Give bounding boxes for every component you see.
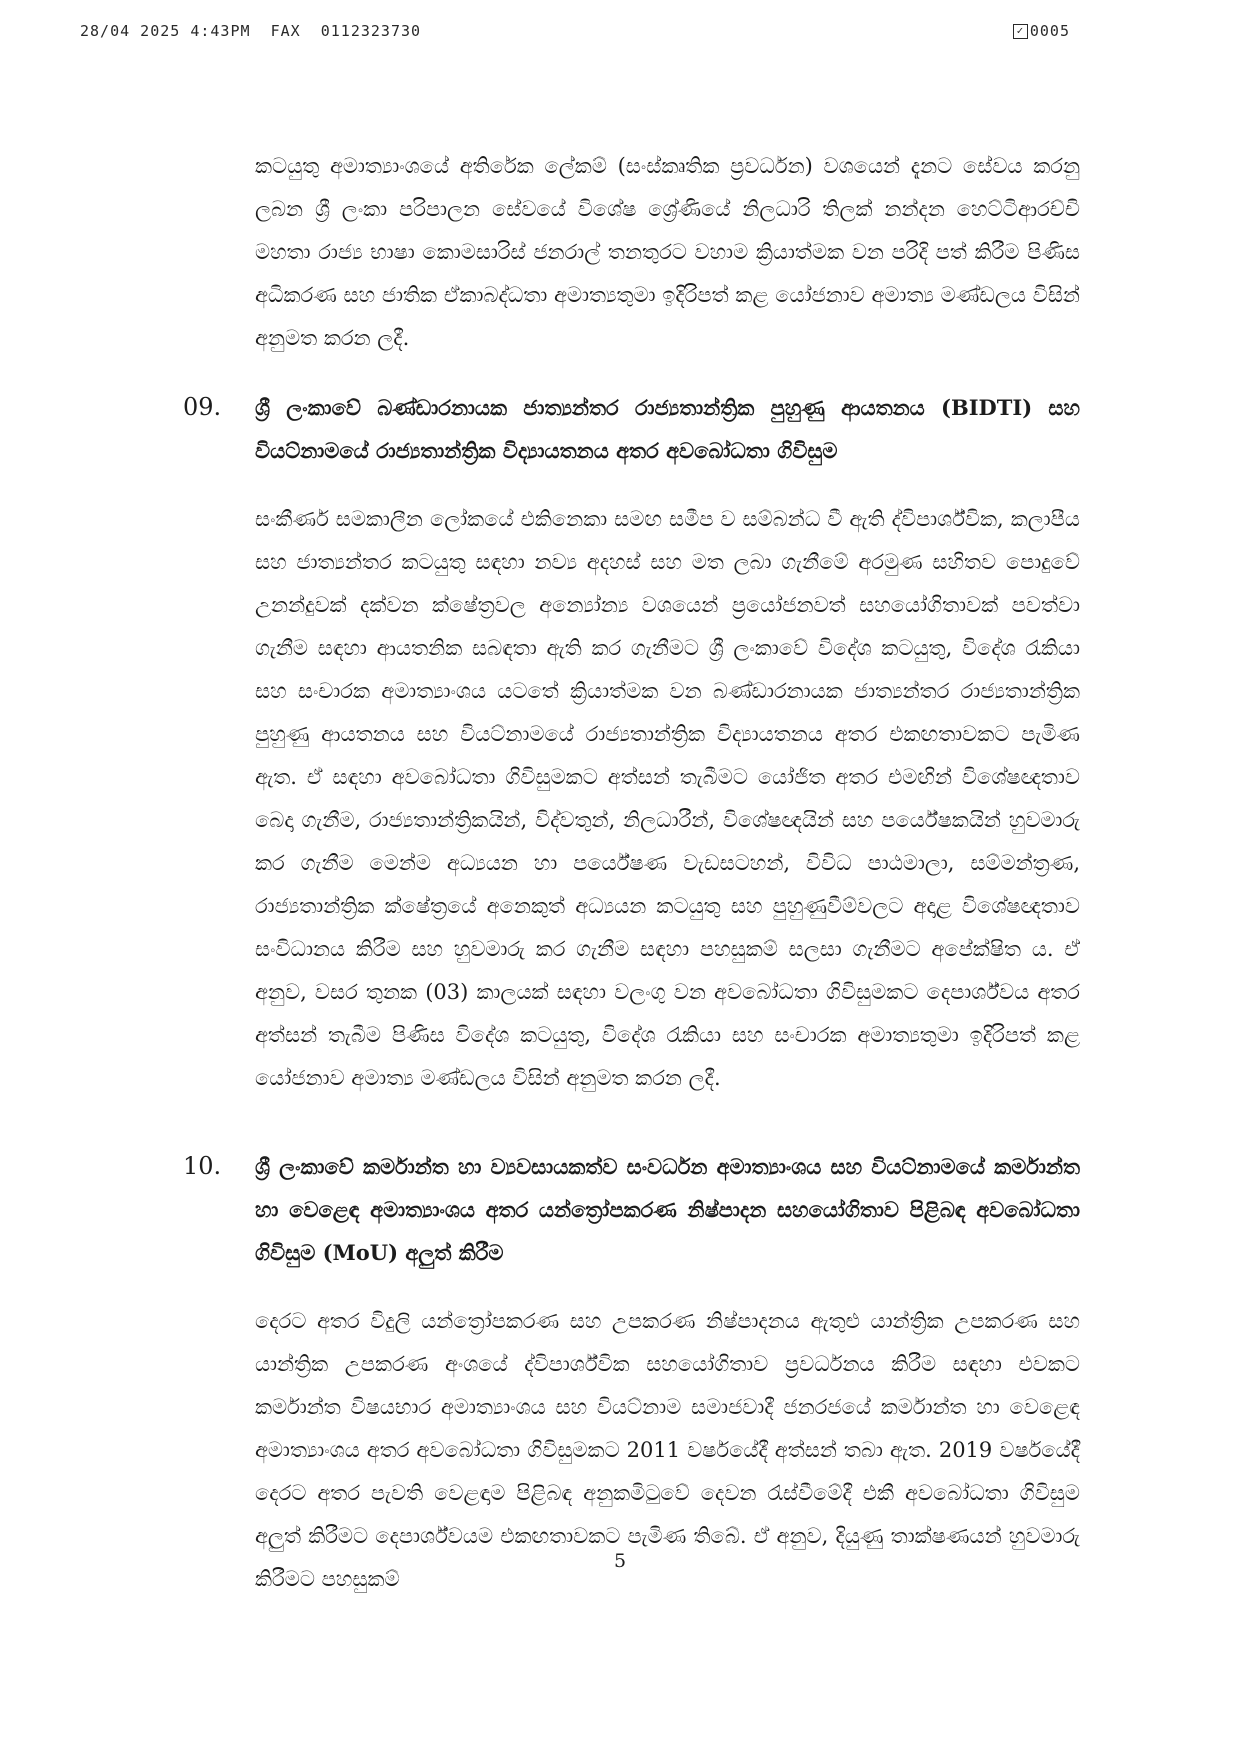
section-10-body: දෙරට අතර විදුලි යන්ත්‍රෝපකරණ සහ උපකරණ නිෂ්පාදනය ඇතුළු යාන්ත්‍රික උපකරණ සහ යාන්ත්‍රික උපකරණ අංශයේ ද්විපාර්ශ්වික සහයෝගිතාව ප්‍රවර්ධනය කිරීම සඳහා එවකට කර්මාන්ත විෂයභාර අමාත්‍යාංශය සහ වියට්නාම සමාජවාදී ජනරජයේ කර්මාන්ත හා වෙළෙඳ අමාත්‍යාංශය අතර අවබෝධතා ගිවිසුමකට 2011 වර්ෂයේදී අත්සන් තබා ඇත. 2019 වර්ෂයේදී දෙරට අතර පැවති වෙළඳාම පිළිබඳ අනුකමිටුවේ දෙවන රැස්වීමේදී එකී අවබෝධතා ගිවිසුම අලුත් කිරීමට දෙපාර්ශ්වයම එකඟතාවකට පැමිණ තිබේ. ඒ අනුව, දියුණු තාක්ෂණයන් හුවමාරු කිරීමට පහසුකම්: [255, 1309, 1080, 1591]
fax-label: FAX: [270, 22, 301, 40]
section-09-title: ශ්‍රී ලංකාවේ බණ්ඩාරනායක ජාත්‍යන්තර රාජ්‍යතාන්ත්‍රික පුහුණු ආයතනය (BIDTI) සහ වියට්නාමයේ රාජ්‍යතාන්ත්‍රික විද්‍යායතනය අතර අවබෝධතා ගිවිසුම: [255, 395, 1080, 463]
fax-page-code-value: 0005: [1029, 22, 1070, 40]
intro-paragraph: කටයුතු අමාත්‍යාංශයේ අතිරේක ලේකම් (සංස්කෘතික ප්‍රවර්ධන) වශයෙන් දැනට සේවය කරනු ලබන ශ්‍රී ලංකා පරිපාලන සේවයේ විශේෂ ශ්‍රේණියේ නිලධාරි තිලක් නන්දන හෙට්ටිආරච්චි මහතා රාජ්‍ය භාෂා කොමසාරිස් ජනරාල් තනතුරට වහාම ක්‍රියාත්මක වන පරිදි පත් කිරීම පිණිස අධිකරණ සහ ජාතික ඒකාබද්ධතා අමාත්‍යතුමා ඉදිරිපත් කළ යෝජනාව අමාත්‍ය මණ්ඩලය විසින් අනුමත කරන ලදී.: [255, 154, 1080, 350]
section-10-title: ශ්‍රී ලංකාවේ කර්මාන්ත හා ව්‍යවසායකත්ව සංවර්ධන අමාත්‍යාංශය සහ වියට්නාමයේ කර්මාන්ත හා වෙළෙඳ අමාත්‍යාංශය අතර යන්ත්‍රෝපකරණ නිෂ්පාදන සහයෝගිතාව පිළිබඳ අවබෝධතා ගිවිසුම (MoU) අලුත් කිරීම: [255, 1154, 1080, 1265]
section-09-body: සංකීර්ණ සමකාලීන ලෝකයේ එකිනෙකා සමඟ සමීප ව සම්බන්ධ වී ඇති ද්විපාර්ශ්වික, කලාපීය සහ ජාත්‍යන්තර කටයුතු සඳහා නව්‍ය අදහස් සහ මත ලබා ගැනීමේ අරමුණ සහිතව පොදුවේ උනන්දුවක් දක්වන ක්ෂේත්‍රවල අන්‍යෝන්‍ය වශයෙන් ප්‍රයෝජනවත් සහයෝගිතාවක් පවත්වා ගැනීම සඳහා ආයතනික සබඳතා ඇති කර ගැනීමට ශ්‍රී ලංකාවේ විදේශ කටයුතු, විදේශ රැකියා සහ සංචාරක අමාත්‍යාංශය යටතේ ක්‍රියාත්මක වන බණ්ඩාරනායක ජාත්‍යන්තර රාජ්‍යතාන්ත්‍රික පුහුණු ආයතනය සහ වියට්නාමයේ රාජ්‍යතාන්ත්‍රික විද්‍යායතනය අතර එකඟතාවකට පැමිණ ඇත. ඒ සඳහා අවබෝධතා ගිවිසුමකට අත්සන් තැබීමට යෝජිත අතර එමඟින් විශේෂඥතාව බෙදා ගැනීම, රාජ්‍යතාන්ත්‍රිකයින්, විද්වතුන්, නිලධාරීන්, විශේෂඥයින් සහ පර්යේෂකයින් හුවමාරු කර ගැනීම මෙන්ම අධ්‍යයන හා පර්යේෂණ වැඩසටහන්, විවිධ පාඨමාලා, සම්මන්ත්‍රණ, රාජ්‍යතාන්ත්‍රික ක්ෂේත්‍රයේ අනෙකුත් අධ්‍යයන කටයුතු සහ පුහුණුවීම්වලට අදාළ විශේෂඥතාව සංවිධානය කිරීම සහ හුවමාරු කර ගැනීම සඳහා පහසුකම් සලසා ගැනීමට අපේක්ෂිත ය. ඒ අනුව, වසර තුනක (03) කාලයක් සඳහා වලංගු වන අවබෝධතා ගිවිසුමකට දෙපාර්ශ්වය අතර අත්සන් තැබීම පිණිස විදේශ කටයුතු, විදේශ රැකියා සහ සංචාරක අමාත්‍යතුමා ඉදිරිපත් කළ යෝජනාව අමාත්‍ය මණ්ඩලය විසින් අනුමත කරන ලදී.: [255, 507, 1080, 1090]
page-number: 5: [613, 1550, 627, 1572]
fax-number: 0112323730: [320, 22, 422, 40]
fax-timestamp: 28/04 2025 4:43PM: [80, 22, 251, 40]
section-10-number: 10.: [183, 1152, 222, 1180]
checkbox-icon: ✓: [1013, 24, 1028, 39]
fax-header: [80, 22, 1160, 46]
section-09-number: 09.: [183, 393, 222, 421]
fax-page-code: [1013, 22, 1070, 40]
fax-transmission-info: [80, 22, 421, 40]
